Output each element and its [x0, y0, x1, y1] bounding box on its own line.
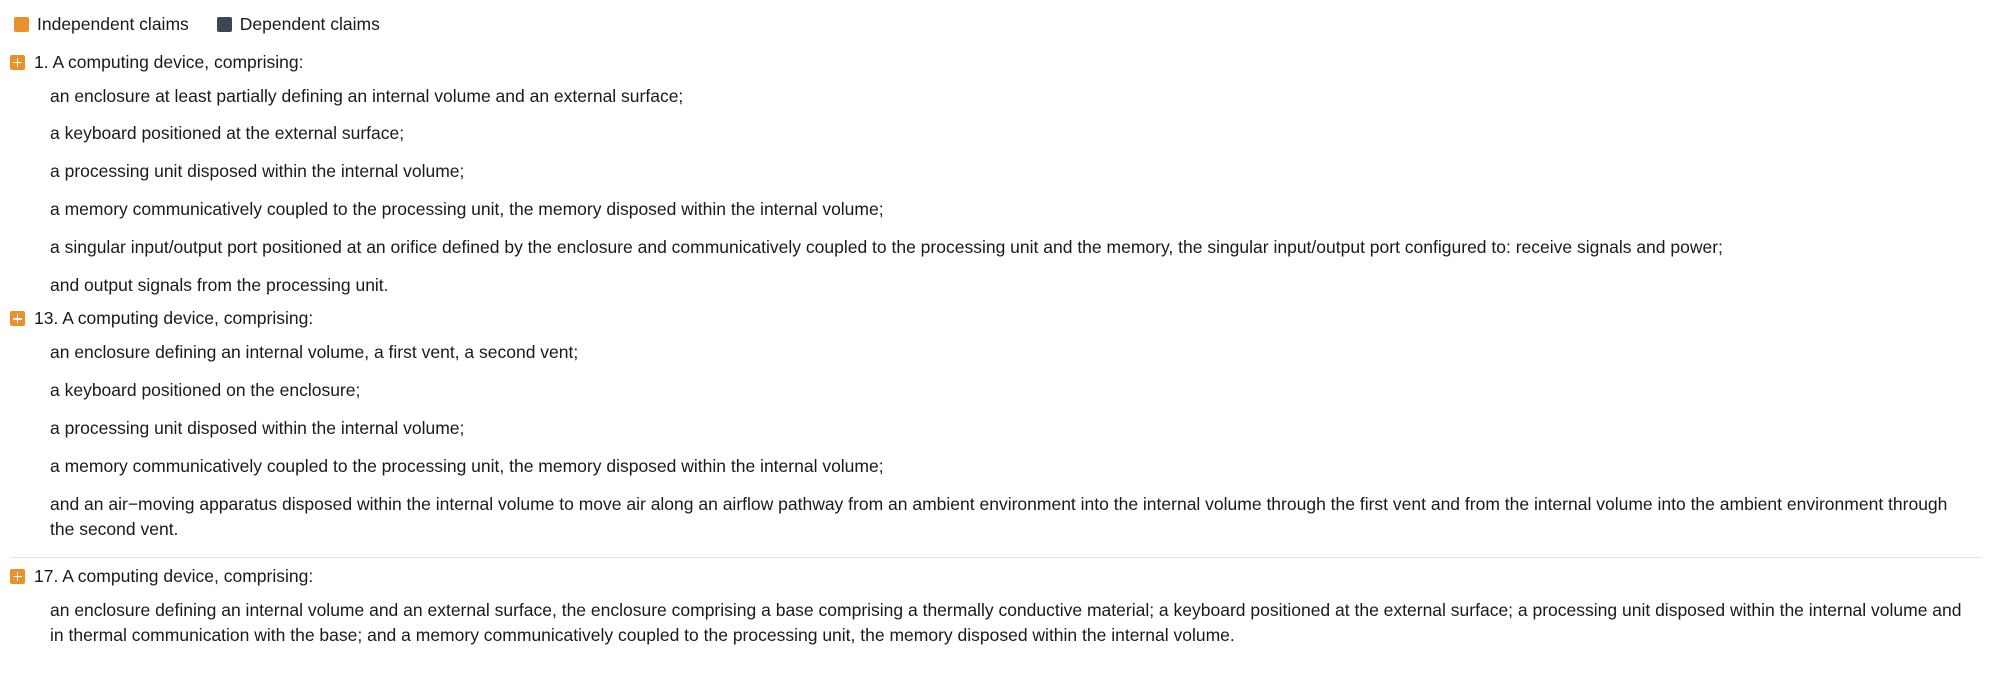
claim-header[interactable]	[10, 304, 1982, 334]
claim-title: 13. A computing device, comprising:	[34, 308, 314, 329]
claim-body	[10, 334, 1982, 548]
expand-plus-icon[interactable]	[10, 569, 25, 584]
claim-block	[10, 304, 1982, 548]
claim-line: an enclosure at least partially defining an internal volume and an external surface;	[50, 85, 684, 106]
legend-label-dependent: Dependent claims	[239, 14, 380, 34]
claim-line: a keyboard positioned at the external surface;	[50, 123, 405, 144]
claim-line: and an air−moving apparatus disposed within the internal volume to move air along an airflow pathway from an ambient environment into the internal volume through the first vent and from the internal volume into the ambient environment through the second vent.	[50, 493, 1948, 539]
claim-header[interactable]	[10, 562, 1982, 592]
claim-line: a memory communicatively coupled to the processing unit, the memory disposed within the internal volume;	[50, 455, 884, 476]
claim-block	[10, 562, 1982, 654]
claim-line: an enclosure defining an internal volume, a first vent, a second vent;	[50, 342, 579, 363]
claims-list	[10, 48, 1982, 655]
expand-plus-icon[interactable]	[10, 311, 25, 326]
claim-line: an enclosure defining an internal volume and an external surface, the enclosure comprising a base comprising a thermally conductive material; a keyboard positioned at the external surface; a processing unit disposed within the internal volume and in thermal communication with the base; and a memory communicatively coupled to the processing unit, the memory disposed within the internal volume.	[50, 600, 1962, 645]
claim-line: a processing unit disposed within the internal volume;	[50, 161, 465, 182]
legend-item-dependent	[217, 16, 380, 34]
claim-body	[10, 592, 1982, 655]
square-swatch-icon	[217, 17, 232, 32]
claim-title: 17. A computing device, comprising:	[34, 565, 314, 586]
claim-line: a keyboard positioned on the enclosure;	[50, 380, 361, 401]
claim-line: a memory communicatively coupled to the processing unit, the memory disposed within the internal volume;	[50, 199, 884, 220]
claim-line: a singular input/output port positioned at an orifice defined by the enclosure and communicatively coupled to the processing unit and the memory, the singular input/output port configured to: receive signals and power;	[50, 237, 1723, 257]
legend-label-independent: Independent claims	[37, 14, 189, 34]
legend-item-independent	[14, 16, 189, 34]
square-swatch-icon	[14, 17, 29, 32]
claim-block	[10, 48, 1982, 305]
claim-line: a processing unit disposed within the internal volume;	[50, 418, 465, 438]
claim-line: and output signals from the processing unit.	[50, 274, 389, 295]
claim-header[interactable]	[10, 48, 1982, 78]
legend	[10, 10, 1982, 42]
divider	[10, 557, 1982, 558]
claim-body	[10, 77, 1982, 304]
expand-plus-icon[interactable]	[10, 55, 25, 70]
claim-title: 1. A computing device, comprising:	[34, 51, 304, 72]
